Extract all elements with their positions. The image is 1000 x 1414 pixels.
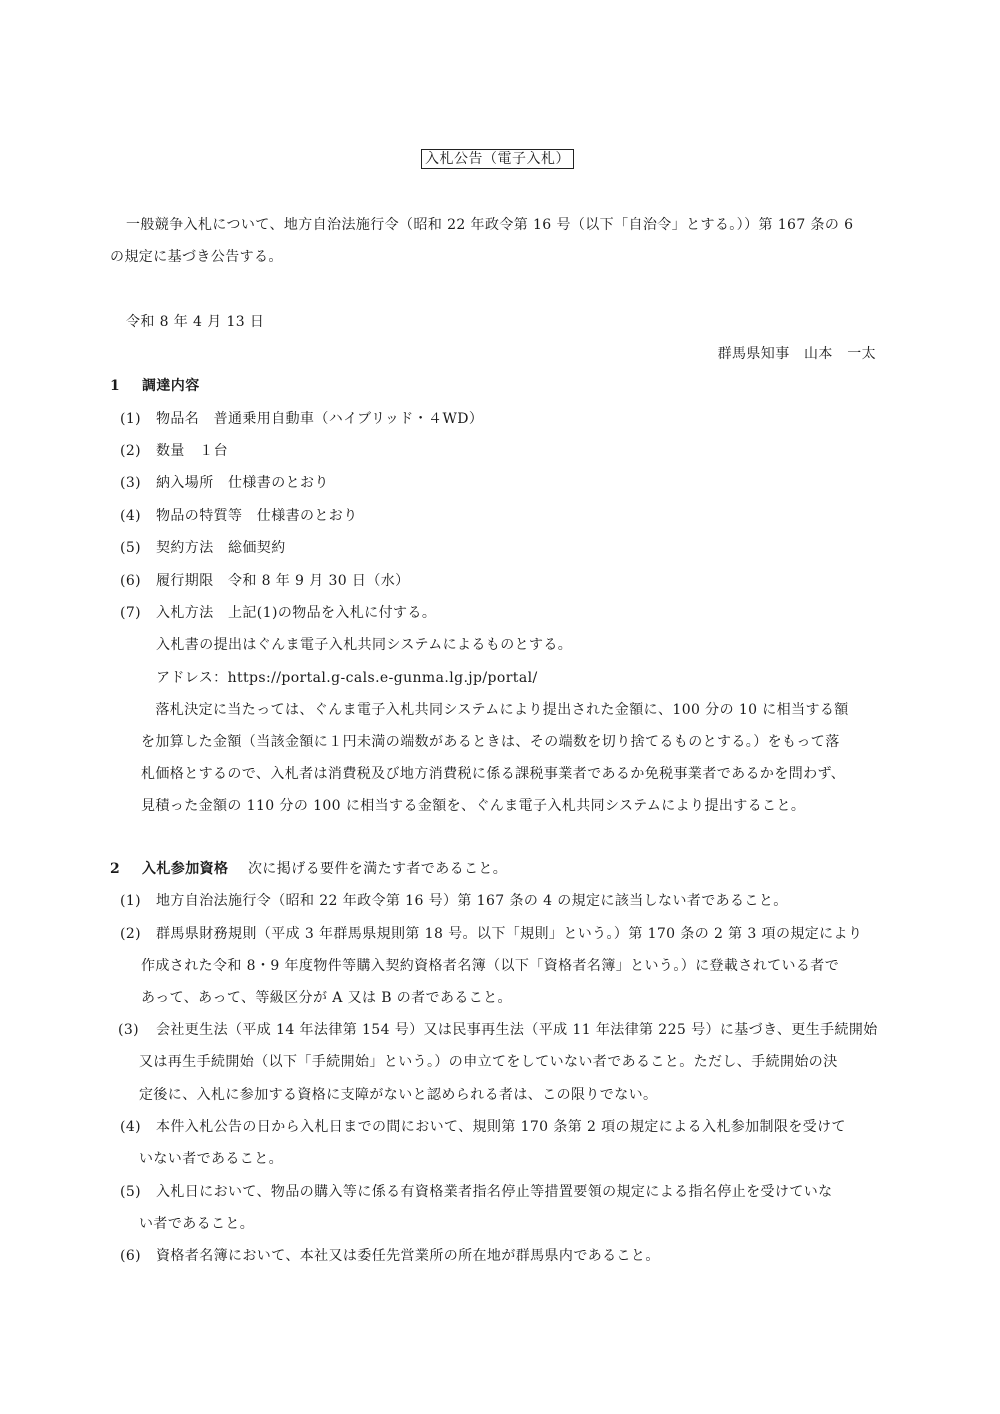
section2-heading: 入札参加資格 (142, 861, 229, 877)
s1-method-line-6: 見積った金額の 110 分の 100 に相当する金額を、ぐんま電子入札共同システムにより提出すること。 (141, 798, 806, 814)
s2-item4-line-1: 本件入札公告の日から入札日までの間において、規則第 170 条第 2 項の規定による入札参加制限を受けて (156, 1119, 846, 1135)
intro-line-1: 一般競争入札について、地方自治法施行令（昭和 22 年政令第 16 号（以下「自治令」とする。））第 167 条の 6 (126, 217, 854, 233)
s2-item1-num: (1) (120, 893, 142, 909)
s2-item4-line-2: いない者であること。 (139, 1151, 283, 1167)
s1-item6-num: (6) (120, 573, 142, 589)
section1-heading: 調達内容 (142, 378, 200, 394)
s1-item5-text: 契約方法 総価契約 (156, 540, 286, 556)
s1-method-line-5: 札価格とするので、入札者は消費税及び地方消費税に係る課税事業者であるか免税事業者であるかを問わず、 (141, 766, 846, 782)
section2-heading-suffix: 次に掲げる要件を満たす者であること。 (248, 861, 508, 877)
s1-method-address: アドレス：https://portal.g-cals.e-gunma.lg.jp/portal/ (156, 670, 538, 686)
intro-line-2: の規定に基づき公告する。 (110, 249, 283, 265)
s2-item6-line-1: 資格者名簿において、本社又は委任先営業所の所在地が群馬県内であること。 (156, 1248, 660, 1264)
s1-item2-text: 数量 １台 (156, 443, 228, 459)
s2-item2-line-3: あって、あって、等級区分が A 又は B の者であること。 (141, 990, 512, 1006)
s2-item1-line-1: 地方自治法施行令（昭和 22 年政令第 16 号）第 167 条の 4 の規定に該当しない者であること。 (156, 893, 788, 909)
s2-item3-line-2: 又は再生手続開始（以下「手続開始」という。）の申立てをしていない者であること。ただし、手続開始の決 (139, 1054, 838, 1070)
s1-item6-text: 履行期限 令和 8 年 9 月 30 日（水） (156, 573, 410, 589)
s1-item5-num: (5) (120, 540, 142, 556)
s2-item3-line-1: 会社更生法（平成 14 年法律第 154 号）又は民事再生法（平成 11 年法律第 225 号）に基づき、更生手続開始 (156, 1022, 878, 1038)
s2-item3-line-3: 定後に、入札に参加する資格に支障がないと認められる者は、この限りでない。 (139, 1087, 658, 1103)
s1-method-line-1: 入札書の提出はぐんま電子入札共同システムによるものとする。 (156, 637, 573, 653)
s1-item3-num: (3) (120, 475, 142, 491)
s1-method-line-4: を加算した金額（当該金額に１円未満の端数があるときは、その端数を切り捨てるものとする。）をもって落 (141, 734, 840, 750)
s2-item5-line-2: い者であること。 (139, 1216, 255, 1232)
section2-number: 2 (110, 861, 121, 877)
s1-item7-num: (7) (120, 605, 142, 621)
issuer-name: 群馬県知事 山本 一太 (717, 346, 876, 362)
s2-item2-line-2: 作成された令和 8・9 年度物件等購入契約資格者名簿（以下「資格者名簿」という。）に登載されている者で (141, 958, 840, 974)
s1-item3-text: 納入場所 仕様書のとおり (156, 475, 329, 491)
section1-number: 1 (110, 378, 121, 394)
s1-item7-text: 入札方法 上記(1)の物品を入札に付する。 (156, 605, 437, 621)
s2-item5-num: (5) (120, 1184, 142, 1200)
s2-item6-num: (6) (120, 1248, 142, 1264)
s2-item5-line-1: 入札日において、物品の購入等に係る有資格業者指名停止等措置要領の規定による指名停止を受けていな (156, 1184, 833, 1200)
s1-item4-text: 物品の特質等 仕様書のとおり (156, 508, 358, 524)
s1-item1-num: (1) (120, 411, 142, 427)
s1-item1-text: 物品名 普通乗用自動車（ハイブリッド・４WD） (156, 411, 484, 427)
s2-item4-num: (4) (120, 1119, 142, 1135)
s2-item3-num: (3) (118, 1022, 140, 1038)
s1-method-line-3: 落札決定に当たっては、ぐんま電子入札共同システムにより提出された金額に、100 分の 10 に相当する額 (141, 702, 849, 718)
notice-date: 令和 8 年 4 月 13 日 (126, 314, 265, 330)
s2-item2-num: (2) (120, 926, 142, 942)
s1-item4-num: (4) (120, 508, 142, 524)
s2-item2-line-1: 群馬県財務規則（平成 3 年群馬県規則第 18 号。以下「規則」という。）第 170 条の 2 第 3 項の規定により (156, 926, 863, 942)
notice-title: 入札公告（電子入札） (421, 149, 574, 169)
s1-item2-num: (2) (120, 443, 142, 459)
